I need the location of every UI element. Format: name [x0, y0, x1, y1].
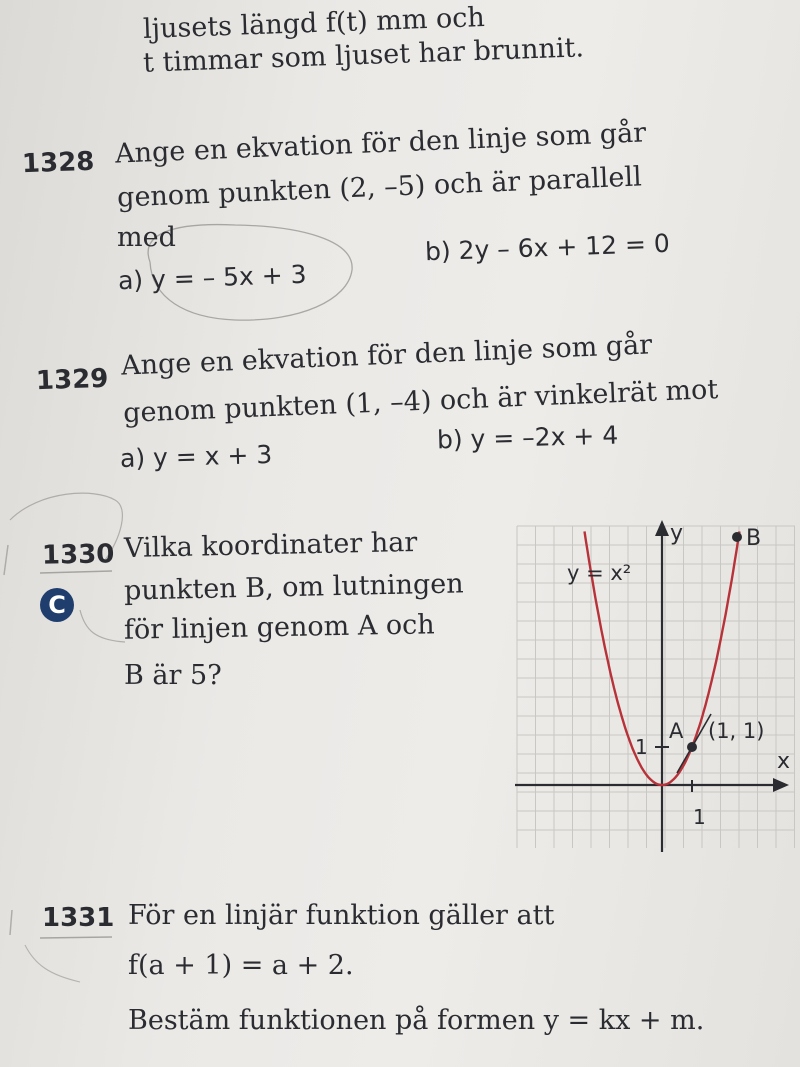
problem-number-1328: 1328 — [21, 146, 95, 180]
point-a-label: A — [669, 719, 684, 743]
x-tick-label: 1 — [693, 805, 706, 829]
problem-1329-line-1: Ange en ekvation för den linje som går — [120, 329, 653, 382]
curve-label: y = x² — [567, 561, 632, 585]
point-a — [687, 742, 697, 752]
problem-number-1329: 1329 — [35, 363, 109, 397]
problem-1328-option-a: a) y = – 5x + 3 — [117, 259, 308, 296]
difficulty-badge-icon: C — [40, 588, 74, 622]
problem-1329-option-b: b) y = –2x + 4 — [436, 420, 619, 455]
problem-1328-line-3: med — [117, 222, 176, 253]
problem-number-1330: 1330 — [41, 539, 115, 571]
y-tick-label: 1 — [635, 735, 648, 759]
top-line-2: t timmar som ljuset har brunnit. — [142, 32, 585, 79]
problem-1330-line-4: B är 5? — [124, 660, 222, 691]
problem-1330-line-1: Vilka koordinater har — [123, 526, 418, 565]
point-b-label: B — [746, 526, 762, 551]
problem-1329-line-2: genom punkten (1, –4) och är vinkelrät mot — [122, 374, 719, 429]
problem-1331-line-2: f(a + 1) = a + 2. — [128, 950, 354, 981]
x-axis-arrow-icon — [773, 778, 789, 792]
problem-1328-line-2: genom punkten (2, –5) och är parallell — [116, 161, 643, 214]
graph-grid — [517, 526, 795, 848]
point-b — [732, 532, 742, 542]
problem-1331-line-1: För en linjär funktion gäller att — [128, 900, 555, 931]
x-axis-label: x — [777, 749, 791, 774]
problem-1330-line-3: för linjen genom A och — [123, 609, 435, 646]
y-axis-arrow-icon — [655, 520, 669, 536]
y-axis-label: y — [670, 521, 684, 546]
problem-1329-option-a: a) y = x + 3 — [119, 440, 273, 473]
problem-1328-line-1: Ange en ekvation för den linje som går — [114, 117, 647, 170]
problem-1330-line-2: punkten B, om lutningen — [123, 568, 464, 607]
top-line-1: ljusets längd f(t) mm och — [142, 2, 486, 45]
problem-1331-line-3: Bestäm funktionen på formen y = kx + m. — [128, 1005, 705, 1036]
parabola-graph — [515, 518, 797, 852]
point-a-coords: (1, 1) — [708, 719, 765, 743]
problem-1328-option-b: b) 2y – 6x + 12 = 0 — [424, 228, 671, 267]
problem-number-1331: 1331 — [42, 903, 115, 933]
